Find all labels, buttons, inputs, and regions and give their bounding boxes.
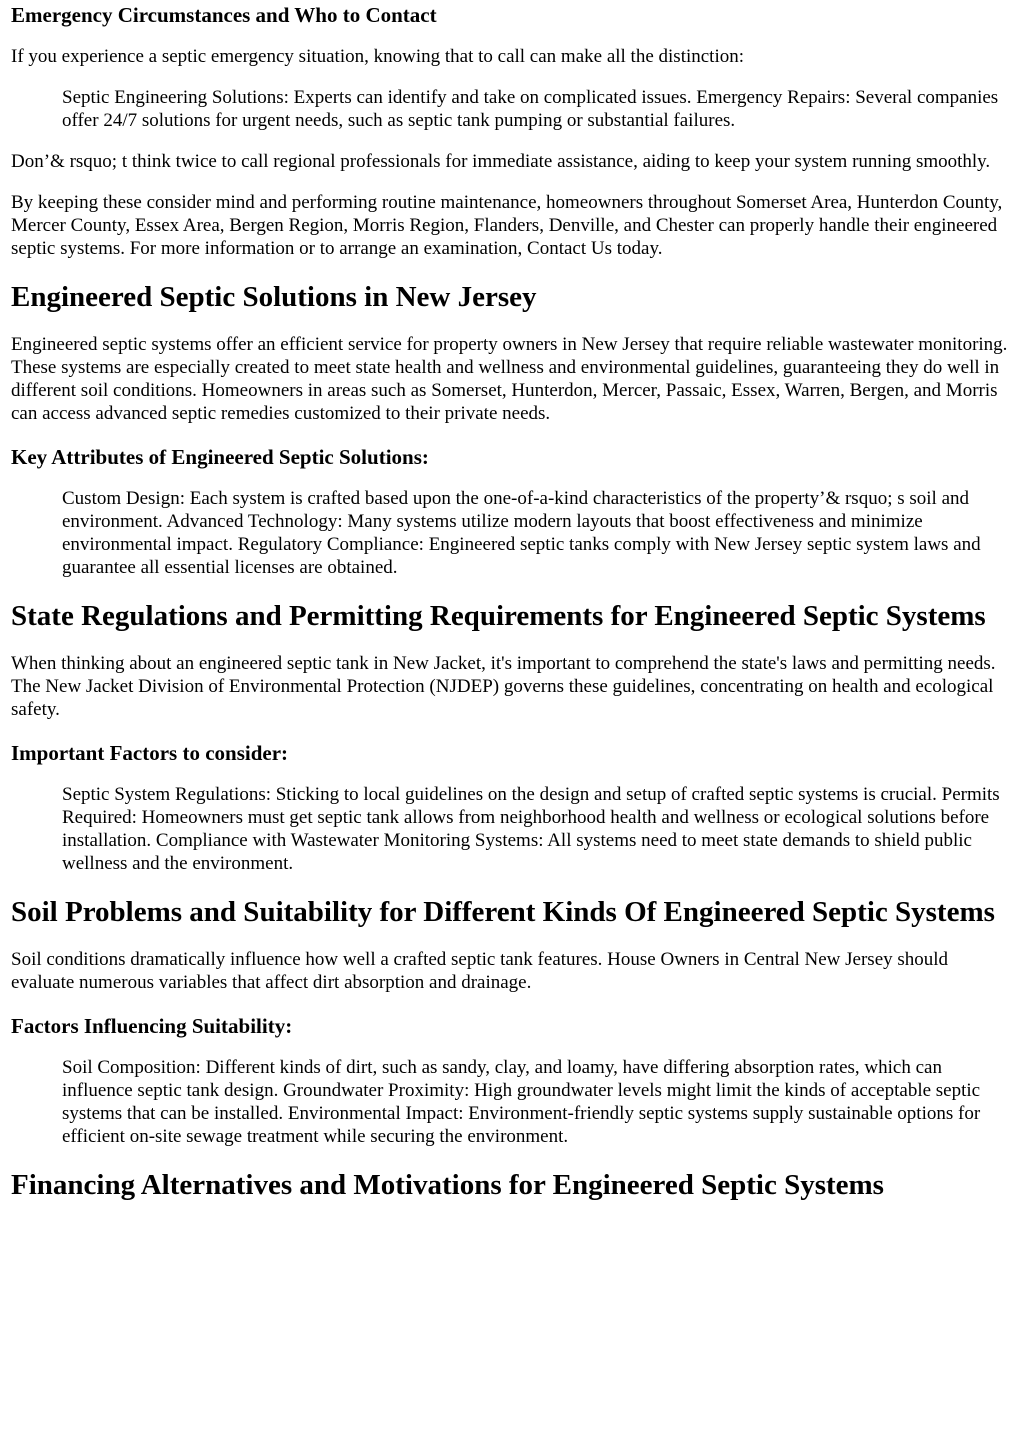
financing-heading: Financing Alternatives and Motivations for Engineered Septic Systems: [11, 1169, 884, 1201]
solutions-heading: Engineered Septic Solutions in New Jersey: [11, 281, 537, 313]
regulations-paragraph: When thinking about an engineered septic tank in New Jacket, it's important to comprehend the state's laws and permitting needs. The New Jacket Division of Environmental Protection (NJDEP) governs these guidelines, concentrating on health and ecological safety.: [11, 653, 996, 720]
soil-quote: Soil Composition: Different kinds of dirt, such as sandy, clay, and loamy, have differing absorption rates, which can influence septic tank design. Groundwater Proximity: High groundwater levels might limit the kinds of acceptable septic systems that can be installed. Environmental Impact: Environment-friendly septic systems supply sustainable options for efficient on-site sewage treatment while securing the environment.: [62, 1057, 981, 1147]
soil-paragraph: Soil conditions dramatically influence how well a crafted septic tank features. House Owners in Central New Jersey should evaluate numerous variables that affect dirt absorption and drainage.: [11, 949, 949, 993]
soil-heading: Soil Problems and Suitability for Different Kinds Of Engineered Septic Systems: [11, 896, 995, 928]
regulations-subheading: Important Factors to consider:: [11, 741, 289, 765]
emergency-paragraph-1: Don’& rsquo; t think twice to call regional professionals for immediate assistance, aiding to keep your system running smoothly.: [11, 151, 991, 172]
solutions-subheading: Key Attributes of Engineered Septic Solutions:: [11, 445, 429, 469]
regulations-heading: State Regulations and Permitting Requirements for Engineered Septic Systems: [11, 600, 986, 632]
emergency-intro: If you experience a septic emergency situation, knowing that to call can make all the distinction:: [11, 46, 745, 67]
emergency-heading: Emergency Circumstances and Who to Contact: [11, 3, 437, 27]
regulations-quote: Septic System Regulations: Sticking to local guidelines on the design and setup of crafted septic systems is crucial. Permits Required: Homeowners must get septic tank allows from neighborhood health and wellness or ecological solutions before installation. Compliance with Wastewater Monitoring Systems: All systems need to meet state demands to shield public wellness and the environment.: [62, 784, 1000, 874]
soil-subheading: Factors Influencing Suitability:: [11, 1014, 293, 1038]
emergency-paragraph-2: By keeping these consider mind and performing routine maintenance, homeowners throughout Somerset Area, Hunterdon County, Mercer County, Essex Area, Bergen Region, Morris Region, Flanders, Denville, and Chester can properly handle their engineered septic systems. For more information or to arrange an examination, Contact Us today.: [11, 192, 1003, 259]
article-page: [0, 3, 1024, 1203]
solutions-paragraph: Engineered septic systems offer an efficient service for property owners in New Jersey that require reliable wastewater monitoring. These systems are especially created to meet state health and wellness and environmental guidelines, guaranteeing they do well in different soil conditions. Homeowners in areas such as Somerset, Hunterdon, Mercer, Passaic, Essex, Warren, Bergen, and Morris can access advanced septic remedies customized to their private needs.: [11, 334, 1008, 424]
solutions-quote: Custom Design: Each system is crafted based upon the one-of-a-kind characteristics of the property’& rsquo; s soil and environment. Advanced Technology: Many systems utilize modern layouts that boost effectiveness and minimize environmental impact. Regulatory Compliance: Engineered septic tanks comply with New Jersey septic system laws and guarantee all essential licenses are obtained.: [62, 488, 981, 578]
emergency-quote: Septic Engineering Solutions: Experts can identify and take on complicated issues. Emergency Repairs: Several companies offer 24/7 solutions for urgent needs, such as septic tank pumping or substantial failures.: [62, 87, 999, 131]
